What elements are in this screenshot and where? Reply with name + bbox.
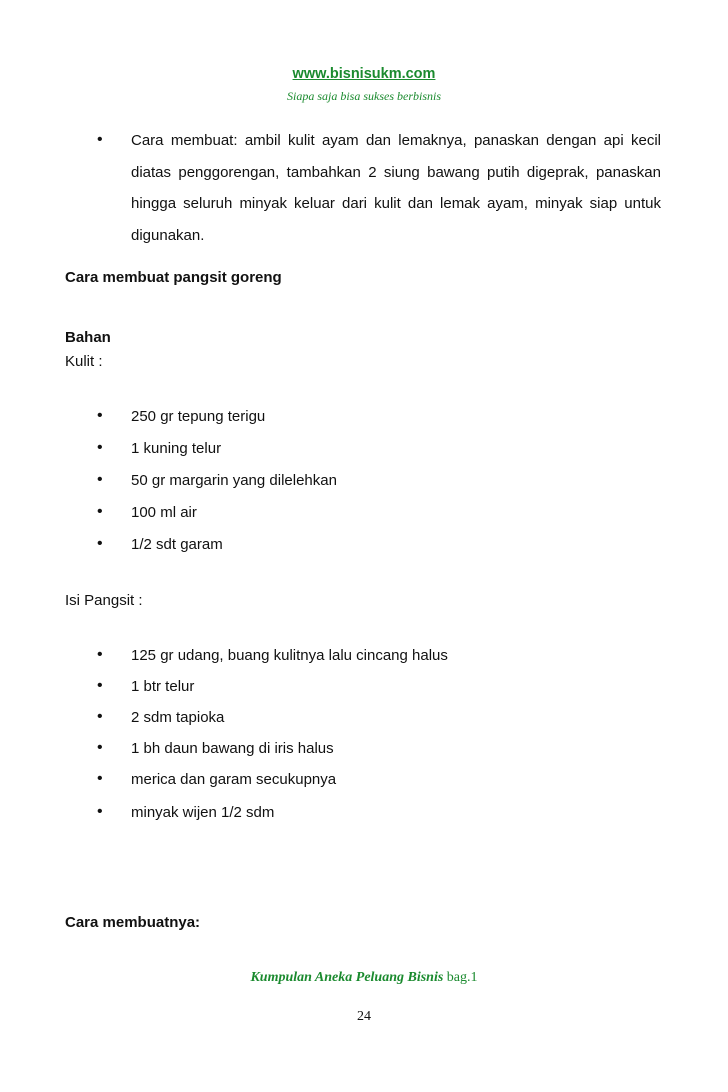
bullet-point: • bbox=[97, 677, 103, 694]
kulit-label: Kulit : bbox=[65, 353, 103, 370]
isi-pangsit-label: Isi Pangsit : bbox=[65, 592, 143, 609]
list-item-text: 100 ml air bbox=[131, 504, 197, 521]
header-tagline: Siapa saja bisa sukses berbisnis bbox=[286, 89, 441, 103]
list-item-text: 250 gr tepung terigu bbox=[131, 408, 266, 425]
list-item-text: minyak wijen 1/2 sdm bbox=[131, 804, 275, 821]
bullet-point: • bbox=[97, 439, 103, 456]
bullet-point: • bbox=[97, 803, 103, 820]
intro-paragraph: Cara membuat: ambil kulit ayam dan lemaknya, panaskan dengan api kecil diatas penggorengan, tambahkan 2 siung bawang putih digeprak, panaskan hingga seluruh minyak keluar dari kulit dan lemak ayam, minyak siap untuk digunakan. bbox=[131, 132, 661, 244]
list-item-text: 1 btr telur bbox=[131, 678, 195, 695]
list-item-text: 1/2 sdt garam bbox=[131, 536, 223, 553]
bullet-point: • bbox=[97, 708, 103, 725]
list-item-text: 125 gr udang, buang kulitnya lalu cincang halus bbox=[131, 647, 448, 664]
footer-part: bag.1 bbox=[446, 970, 478, 985]
list-item-text: 2 sdm tapioka bbox=[131, 709, 225, 726]
cara-membuatnya-heading: Cara membuatnya: bbox=[65, 914, 201, 931]
page-footer bbox=[0, 970, 728, 986]
list-item-text: 1 kuning telur bbox=[131, 440, 222, 457]
page-number: 24 bbox=[357, 1009, 371, 1024]
bullet-point: • bbox=[97, 646, 103, 663]
bullet-point: • bbox=[97, 739, 103, 756]
bahan-heading: Bahan bbox=[65, 329, 111, 346]
list-item-text: merica dan garam secukupnya bbox=[131, 771, 337, 788]
bullet-point: • bbox=[97, 503, 103, 520]
header-website-url[interactable]: www.bisnisukm.com bbox=[292, 66, 436, 82]
list-item-text: 50 gr margarin yang dilelehkan bbox=[131, 472, 337, 489]
bullet-point: • bbox=[97, 407, 103, 424]
bullet-point: • bbox=[97, 770, 103, 787]
bullet-point: • bbox=[97, 471, 103, 488]
intro-bullet: • bbox=[97, 131, 103, 148]
footer-book-title: Kumpulan Aneka Peluang Bisnis bbox=[250, 970, 444, 985]
list-item-text: 1 bh daun bawang di iris halus bbox=[131, 740, 334, 757]
section-title: Cara membuat pangsit goreng bbox=[65, 269, 282, 286]
bullet-point: • bbox=[97, 535, 103, 552]
